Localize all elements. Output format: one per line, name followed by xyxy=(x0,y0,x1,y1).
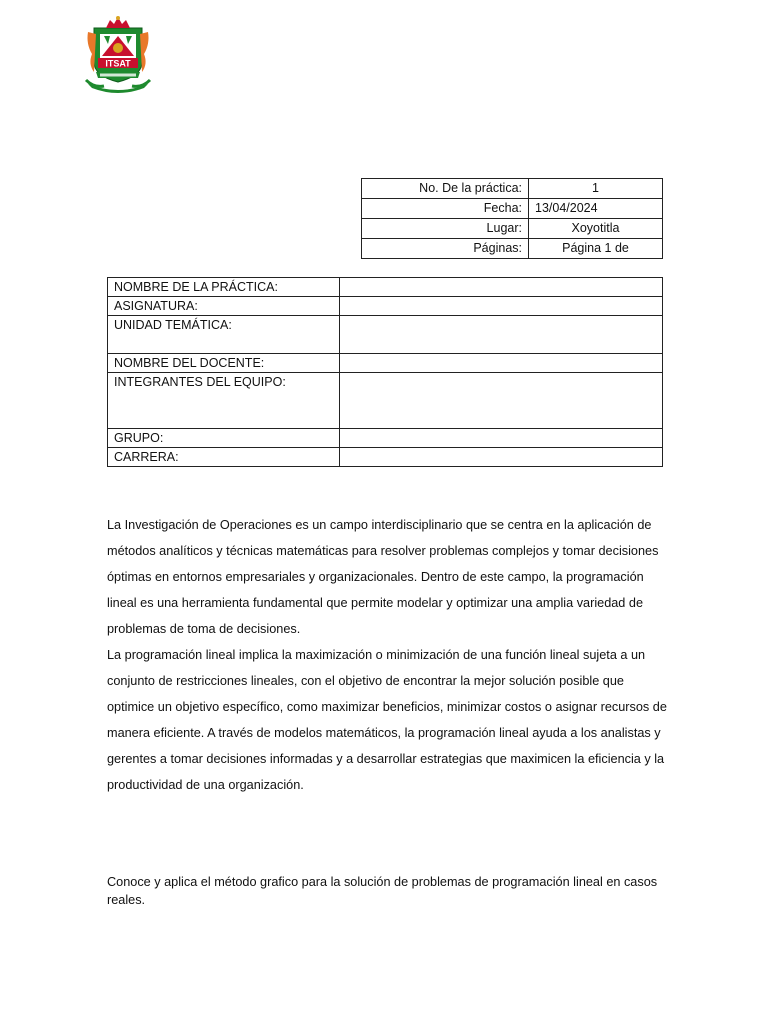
place-label: Lugar: xyxy=(362,219,529,239)
career-label: CARRERA: xyxy=(108,448,340,467)
table-row xyxy=(362,239,663,259)
practice-meta-table xyxy=(361,178,663,259)
date-label: Fecha: xyxy=(362,199,529,219)
pages-value: Página 1 de xyxy=(529,239,663,259)
table-row xyxy=(108,373,663,429)
teacher-name-value xyxy=(340,354,663,373)
thematic-unit-value xyxy=(340,316,663,354)
table-row xyxy=(362,219,663,239)
date-value: 13/04/2024 xyxy=(529,199,663,219)
practice-info-table xyxy=(107,277,663,467)
svg-text:ITSAT: ITSAT xyxy=(105,58,131,69)
practice-number-value: 1 xyxy=(529,179,663,199)
institution-logo xyxy=(84,14,152,94)
teacher-name-label: NOMBRE DEL DOCENTE: xyxy=(108,354,340,373)
practice-name-label: NOMBRE DE LA PRÁCTICA: xyxy=(108,278,340,297)
introduction-paragraph: La Investigación de Operaciones es un campo interdisciplinario que se centra en la aplicación de métodos analíticos y técnicas matemáticas para resolver problemas complejos y tomar decisiones óptimas en entornos empresariales y organizacionales. Dentro de este campo, la programación lineal es una herramienta fundamental que permite modelar y optimizar una amplia variedad de problemas de toma de decisiones. xyxy=(107,518,659,636)
table-row xyxy=(108,429,663,448)
table-row xyxy=(108,316,663,354)
practice-name-value xyxy=(340,278,663,297)
place-value: Xoyotitla xyxy=(529,219,663,239)
table-row xyxy=(362,179,663,199)
table-row xyxy=(362,199,663,219)
group-value xyxy=(340,429,663,448)
subject-label: ASIGNATURA: xyxy=(108,297,340,316)
team-members-value xyxy=(340,373,663,429)
thematic-unit-label: UNIDAD TEMÁTICA: xyxy=(108,316,340,354)
team-members-label: INTEGRANTES DEL EQUIPO: xyxy=(108,373,340,429)
table-row xyxy=(108,448,663,467)
pages-label: Páginas: xyxy=(362,239,529,259)
introduction-paragraph: La programación lineal implica la maximización o minimización de una función lineal sujeta a un conjunto de restricciones lineales, con el objetivo de encontrar la mejor solución posible que optimice un objetivo específico, como maximizar beneficios, minimizar costos o asignar recursos de manera eficiente. A través de modelos matemáticos, la programación lineal ayuda a los analistas y gerentes a tomar decisiones informadas y a desarrollar estrategias que maximicen la eficiencia y la productividad de una organización. xyxy=(107,648,667,792)
table-row xyxy=(108,278,663,297)
practice-number-label: No. De la práctica: xyxy=(362,179,529,199)
group-label: GRUPO: xyxy=(108,429,340,448)
table-row xyxy=(108,297,663,316)
introduction-text xyxy=(107,512,667,798)
objective-text: Conoce y aplica el método grafico para la solución de problemas de programación lineal en casos reales. xyxy=(107,875,658,907)
career-value xyxy=(340,448,663,467)
subject-value xyxy=(340,297,663,316)
table-row xyxy=(108,354,663,373)
